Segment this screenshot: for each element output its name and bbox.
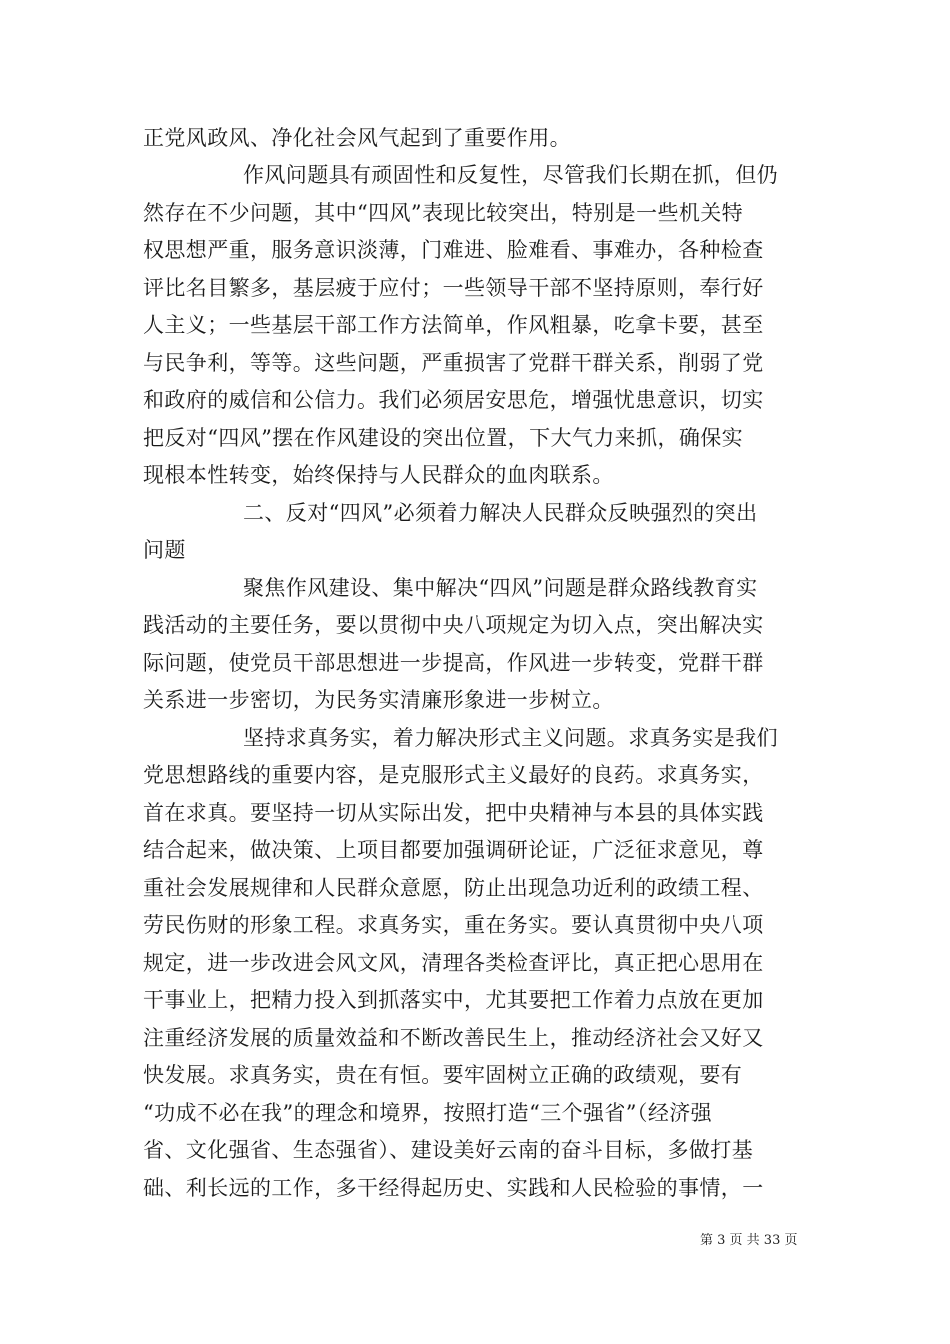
text-line: 劳民伤财的形象工程。求真务实，重在务实。要认真贯彻中央八项 (143, 913, 764, 937)
text-line: 注重经济发展的质量效益和不断改善民生上，推动经济社会又好又 (143, 1026, 764, 1050)
text-line: 正党风政风、净化社会风气起到了重要作用。 (143, 126, 571, 150)
text-line: 与民争利，等等。这些问题，严重损害了党群干群关系，削弱了党 (143, 351, 764, 375)
text-line: 规定，进一步改进会风文风，清理各类检查评比，真正把心思用在 (143, 951, 764, 975)
text-line: 重社会发展规律和人民群众意愿，防止出现急功近利的政绩工程、 (143, 876, 764, 900)
text-line: 快发展。求真务实，贵在有恒。要牢固树立正确的政绩观，要有 (143, 1063, 743, 1087)
text-line: 现根本性转变，始终保持与人民群众的血肉联系。 (143, 463, 614, 487)
text-line: 关系进一步密切，为民务实清廉形象进一步树立。 (143, 688, 614, 712)
text-line: 聚焦作风建设、集中解决“四风”问题是群众路线教育实 (243, 576, 758, 600)
text-line: 人主义；一些基层干部工作方法简单，作风粗暴，吃拿卡要，甚至 (143, 313, 764, 337)
text-line: “功成不必在我”的理念和境界，按照打造“三个强省”（经济强 (143, 1101, 713, 1125)
text-line: 际问题，使党员干部思想进一步提高，作风进一步转变，党群干群 (143, 651, 764, 675)
text-line: 把反对“四风”摆在作风建设的突出位置，下大气力来抓，确保实 (143, 426, 744, 450)
text-line: 省、文化强省、生态强省）、建设美好云南的奋斗目标，多做打基 (143, 1138, 754, 1162)
text-line: 作风问题具有顽固性和反复性，尽管我们长期在抓，但仍 (243, 163, 778, 187)
text-line: 评比名目繁多，基层疲于应付；一些领导干部不坚持原则，奉行好 (143, 276, 764, 300)
text-line: 坚持求真务实，着力解决形式主义问题。求真务实是我们 (243, 726, 778, 750)
text-line: 结合起来，做决策、上项目都要加强调研论证，广泛征求意见，尊 (143, 838, 764, 862)
text-line: 然存在不少问题，其中“四风”表现比较突出，特别是一些机关特 (143, 201, 744, 225)
text-line: 首在求真。要坚持一切从实际出发，把中央精神与本县的具体实践 (143, 801, 764, 825)
page-number: 第 3 页 共 33 页 (700, 1233, 798, 1248)
text-line: 权思想严重，服务意识淡薄，门难进、脸难看、事难办，各种检查 (143, 238, 764, 262)
text-line: 践活动的主要任务，要以贯彻中央八项规定为切入点，突出解决实 (143, 613, 764, 637)
section-heading: 问题 (143, 538, 186, 562)
section-heading: 二、反对“四风”必须着力解决人民群众反映强烈的突出 (243, 501, 758, 525)
text-line: 础、利长远的工作，多干经得起历史、实践和人民检验的事情，一 (143, 1176, 764, 1200)
text-line: 党思想路线的重要内容，是克服形式主义最好的良药。求真务实， (143, 763, 764, 787)
text-line: 和政府的威信和公信力。我们必须居安思危，增强忧患意识，切实 (143, 388, 764, 412)
text-line: 干事业上，把精力投入到抓落实中，尤其要把工作着力点放在更加 (143, 988, 764, 1012)
